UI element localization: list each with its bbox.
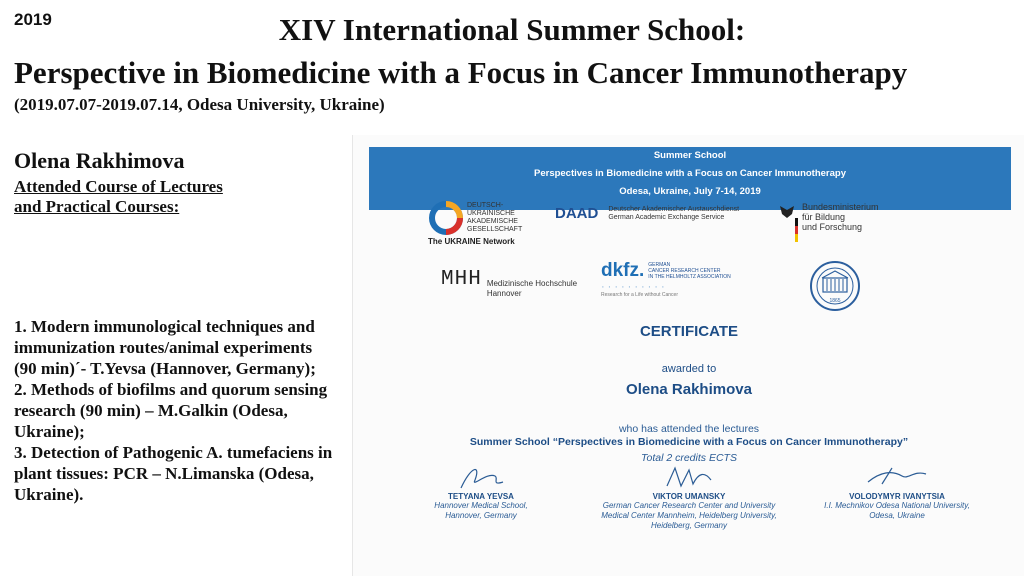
credits-label: Total 2 credits ECTS: [641, 452, 737, 464]
signatory-name: VIKTOR UMANSKY: [652, 492, 726, 501]
ukraine-network-text: DEUTSCH-: [467, 202, 504, 209]
bmbf-line3: und Forschung: [802, 222, 863, 232]
course-item: 2. Methods of biofilms and quorum sensing research (90 min) – M.Galkin (Odesa, Ukraine);: [14, 380, 328, 441]
mhh-line1: Medizinische Hochschule: [486, 279, 578, 288]
signatory-affiliation: Hannover, Germany: [445, 511, 517, 520]
attended-lectures-label: who has attended the lectures: [618, 423, 760, 435]
dkfz-dots-icon: ··········: [601, 281, 668, 293]
ukraine-network-text: UKRAINISCHE: [467, 210, 515, 217]
certificate-image: [352, 135, 1024, 576]
signatory-block: [371, 462, 591, 521]
daad-mark: DAAD: [555, 205, 599, 222]
slide-subtitle-dates: (2019.07.07-2019.07.14, Odesa University, Ukraine): [14, 95, 385, 114]
signatory-affiliation: Odesa, Ukraine: [869, 511, 925, 520]
daad-text-en: German Academic Exchange Service: [608, 213, 725, 221]
signatory-name: VOLODYMYR IVANYTSIA: [849, 492, 945, 501]
person-name: Olena Rakhimova: [14, 148, 185, 173]
signatory-affiliation: German Cancer Research Center and University: [602, 501, 776, 510]
signature-icon: [451, 462, 511, 492]
slide-title-line2: Perspective in Biomedicine with a Focus in Cancer Immunotherapy: [14, 55, 908, 90]
ring-logo-icon: [428, 200, 464, 236]
dkfz-line1: GERMAN: [648, 262, 671, 268]
attended-line1: Attended Course of Lectures: [14, 177, 223, 196]
bmbf-line1: Bundesministerium: [802, 202, 879, 212]
mhh-mark: MHH: [441, 268, 482, 291]
slide-title-line1: XIV International Summer School:: [278, 12, 746, 47]
course-item: 3. Detection of Pathogenic A. tumefaciens in plant tissues: PCR – N.Limanska (Odesa, Ukraine).: [14, 443, 333, 504]
signature-icon: [862, 462, 932, 492]
university-seal-icon: [809, 260, 861, 312]
attended-heading: [14, 177, 223, 217]
certificate-recipient-name: Olena Rakhimova: [626, 381, 752, 398]
signatory-name: TETYANA YEVSA: [448, 492, 514, 501]
banner-line1: Summer School: [653, 150, 727, 161]
mhh-line2: Hannover: [486, 289, 522, 298]
university-seal-logo: [809, 260, 861, 317]
course-item: 1. Modern immunological techniques and immunization routes/animal experiments (90 min)´- T.Yevsa (Hannover, Germany);: [14, 317, 316, 378]
bmbf-logo: [776, 202, 879, 242]
bmbf-line2: für Bildung: [802, 212, 846, 222]
ukraine-network-text: GESELLSCHAFT: [467, 226, 523, 233]
signatory-affiliation: I.I. Mechnikov Odesa National University,: [824, 501, 970, 510]
year-label: 2019: [14, 10, 52, 29]
ukraine-network-caption: The UKRAINE Network: [428, 237, 515, 246]
dkfz-mark: dkfz.: [601, 260, 645, 281]
dkfz-line3: IN THE HELMHOLTZ ASSOCIATION: [648, 274, 731, 280]
dkfz-slogan: Research for a Life without Cancer: [601, 292, 678, 298]
signatory-block: [579, 462, 799, 531]
signature-icon: [659, 462, 719, 492]
signatory-affiliation: Medical Center Mannheim, Heidelberg University,: [601, 511, 777, 520]
course-list: [14, 316, 334, 505]
mhh-logo: [441, 268, 578, 298]
eagle-flag-icon: [776, 202, 798, 242]
signatory-block: [787, 462, 1007, 521]
awarded-to-label: awarded to: [661, 363, 717, 375]
attended-line2: and Practical Courses:: [14, 197, 180, 216]
school-title-line: Summer School “Perspectives in Biomedicine with a Focus on Cancer Immunotherapy”: [469, 436, 909, 448]
signatory-affiliation: Hannover Medical School,: [434, 501, 528, 510]
daad-logo: [555, 205, 739, 222]
ukraine-network-text: AKADEMISCHE: [467, 218, 518, 225]
signatory-affiliation: Heidelberg, Germany: [650, 521, 728, 530]
banner-line2: Perspectives in Biomedicine with a Focus on Cancer Immunotherapy: [534, 168, 846, 179]
ukraine-network-logo: [428, 200, 522, 246]
dkfz-logo: [601, 260, 731, 298]
banner-line3: Odesa, Ukraine, July 7-14, 2019: [619, 186, 761, 197]
seal-year: 1865: [829, 298, 841, 304]
certificate-title: CERTIFICATE: [639, 323, 739, 340]
dkfz-line2: CANCER RESEARCH CENTER: [648, 268, 721, 274]
daad-text-de: Deutscher Akademischer Austauschdienst: [608, 205, 740, 213]
